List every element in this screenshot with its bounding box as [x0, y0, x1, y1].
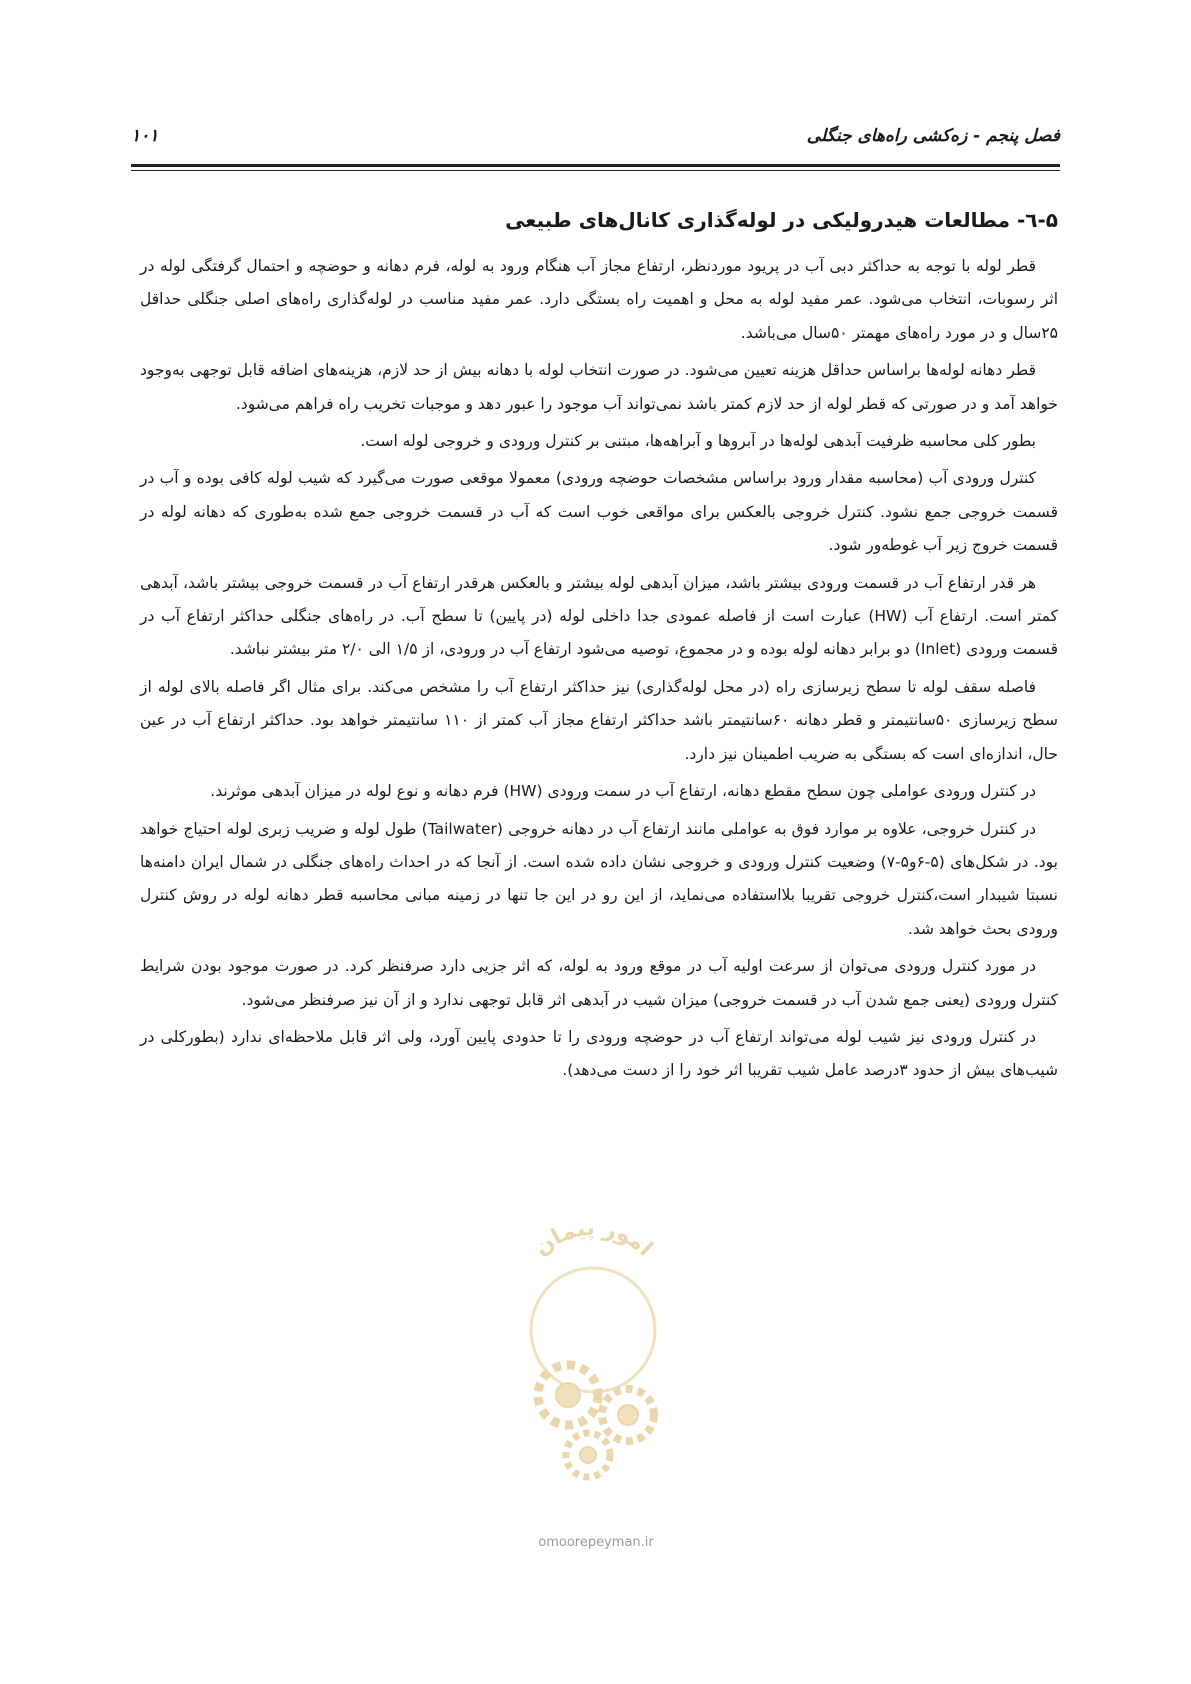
paragraph: بطور کلی محاسبه ظرفیت آبدهی لوله‌ها در آبروها و آبراهه‌ها، مبتنی بر کنترل ورودی و خروجی لوله است.: [360, 432, 1036, 451]
header-rule-thick: [131, 164, 1060, 167]
header-rule-thin: [131, 170, 1060, 171]
page-number: ۱۰۱: [131, 126, 159, 146]
chapter-title: فصل پنجم - زه‌کشی راه‌های جنگلی: [806, 126, 1060, 146]
main-content: [140, 208, 1058, 1092]
paragraph: قطر لوله با توجه به حداکثر دبی آب در پریود موردنظر، ارتفاع مجاز آب هنگام ورود به لوله، فرم دهانه و حوضچه و احتمال گرفتگی لوله در اثر رسوبات، انتخاب می‌شود. عمر مفید لوله به محل و اهمیت راه بستگی دارد. عمر مفید مناسب در لوله‌گذاری راه‌های اصلی جنگلی حداقل ۲۵سال و در مورد راه‌های مهمتر ۵۰سال می‌باشد.: [140, 257, 1058, 342]
paragraph: در کنترل ورودی نیز شیب لوله می‌تواند ارتفاع آب در حوضچه ورودی را تا حدودی پایین آورد، ولی اثر قابل ملاحظه‌ای ندارد (بطورکلی در شیب‌های بیش از حدود ۳درصد عامل شیب تقریبا اثر خود را از دست می‌دهد).: [140, 1027, 1058, 1080]
watermark-logo-text: امور پیمان: [529, 1215, 658, 1262]
paragraph: فاصله سقف لوله تا سطح زیرسازی راه (در محل لوله‌گذاری) نیز حداکثر ارتفاع آب را مشخص می‌کند. برای مثال اگر فاصله بالای لوله از سطح زیرسازی ۵۰سانتیمتر و قطر دهانه ۶۰سانتیمتر باشد حداکثر ارتفاع مجاز آب کمتر از ۱۱۰ سانتیمتر خواهد بود. حداکثر ارتفاع آب در عین حال، اندازه‌ای است که بستگی به ضریب اطمینان نیز دارد.: [140, 677, 1058, 763]
svg-text:امور پیمان: [530, 1216, 658, 1261]
paragraph: قطر دهانه لوله‌ها براساس حداقل هزینه تعیین می‌شود. در صورت انتخاب لوله با دهانه بیش از حد لازم، هزینه‌های اضافه قابل توجهی به‌وجود خواهد آمد و در صورتی که قطر لوله از حد لازم کمتر باشد نمی‌تواند آب موجود را عبور دهد و موجبات تخریب راه فراهم می‌شود.: [140, 361, 1058, 413]
page-header: [131, 126, 1060, 156]
watermark-url: omoorepeyman.ir: [538, 1535, 654, 1550]
paragraph: هر قدر ارتفاع آب در قسمت ورودی بیشتر باشد، میزان آبدهی لوله بیشتر و بالعکس هرقدر ارتفاع آب در قسمت خروجی بیشتر باشد، آبدهی کمتر است. ارتفاع آب (HW) عبارت است از فاصله عمودی جدا داخلی لوله (در پایین) تا سطح آب. در راه‌های جنگلی حداکثر ارتفاع آب در قسمت ورودی (Inlet) دو برابر دهانه لوله بوده و در مجموع، توصیه می‌شود ارتفاع آب در ورودی، از ۱/۵ الی ۲/۰ متر بیشتر نباشد.: [140, 573, 1058, 659]
paragraph: در کنترل خروجی، علاوه بر موارد فوق به عواملی مانند ارتفاع آب در دهانه خروجی (Tailwater) طول لوله و ضریب زبری لوله احتیاج خواهد بود. در شکل‌های (۵-۶و۵-۷) وضعیت کنترل ورودی و خروجی نشان داده شده است. از آنجا که در احداث راه‌های جنگلی در شمال ایران دامنه‌ها نسبتا شیبدار است،کنترل خروجی تقریبا بلااستفاده می‌نماید، از این رو در این جا تنها در زمینه مبانی محاسبه قطر دهانه لوله در روش کنترل ورودی بحث خواهد شد.: [140, 819, 1058, 938]
watermark-logo-icon: [488, 1210, 698, 1510]
section-title: ۵-٦- مطالعات هیدرولیکی در لوله‌گذاری کانال‌های طبیعی: [505, 208, 1058, 232]
paragraph: کنترل ورودی آب (محاسبه مقدار ورود براساس مشخصات حوضچه ورودی) معمولا موقعی صورت می‌گیرد که شیب لوله کافی بوده و آب در قسمت خروجی جمع نشود. کنترل خروجی بالعکس برای مواقعی خوب است که آب در قسمت خروجی جمع شده به‌طوری که دهانه لوله در قسمت خروج زیر آب غوطه‌ور شود.: [140, 469, 1058, 555]
paragraph: در مورد کنترل ورودی می‌توان از سرعت اولیه آب در موقع ورود به لوله، که اثر جزیی دارد صرفنظر کرد. در صورت موجود بودن شرایط کنترل ورودی (یعنی جمع شدن آب در قسمت خروجی) میزان شیب در آبدهی اثر قابل توجهی ندارد و از آن نیز صرفنظر می‌شود.: [140, 957, 1058, 1009]
paragraph: در کنترل ورودی عواملی چون سطح مقطع دهانه، ارتفاع آب در سمت ورودی (HW) فرم دهانه و نوع لوله در میزان آبدهی موثرند.: [210, 782, 1036, 801]
